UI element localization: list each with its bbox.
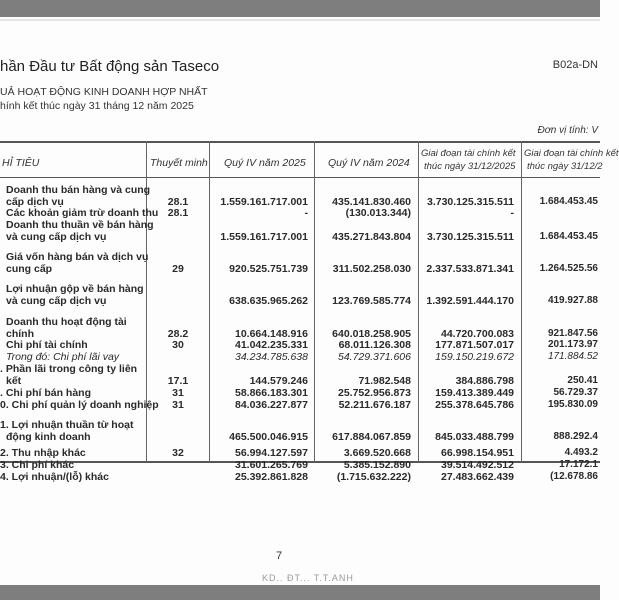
row-label: Doanh thu hoạt động tài xyxy=(6,316,127,328)
row-label: . Chi phí bán hàng xyxy=(0,387,91,399)
value-q4-2025: - xyxy=(304,207,308,219)
row-label: Doanh thu thuần về bán hàng xyxy=(6,219,154,231)
value-period-2024: 1.264.525.56 xyxy=(539,263,598,274)
value-period-2025: 3.730.125.315.511 xyxy=(426,196,514,208)
value-q4-2025: 144.579.246 xyxy=(249,375,308,387)
col-header-q4-2024: Quý IV năm 2024 xyxy=(328,157,410,169)
income-statement-table xyxy=(0,141,619,483)
value-q4-2024: 25.752.956.873 xyxy=(338,387,411,399)
value-period-2025: 159.150.219.672 xyxy=(435,351,514,363)
value-q4-2025: 58.866.183.301 xyxy=(235,387,308,399)
value-q4-2024: 617.884.067.859 xyxy=(332,431,411,443)
value-q4-2024: (130.013.344) xyxy=(345,207,411,219)
value-q4-2024: 5.385.152.890 xyxy=(343,459,411,471)
row-label: 0. Chi phí quản lý doanh nghiệp xyxy=(0,399,159,411)
row-label: và cung cấp dịch vụ xyxy=(6,295,107,307)
row-label: chính xyxy=(6,328,34,340)
value-period-2024: 921.847.56 xyxy=(547,328,598,339)
value-period-2024: 171.884.52 xyxy=(547,351,598,362)
value-period-2024: 1.684.453.45 xyxy=(539,196,598,207)
report-title: UẢ HOẠT ĐỘNG KINH DOANH HỢP NHẤT xyxy=(0,86,208,98)
row-label: Lợi nhuận gộp về bán hàng xyxy=(6,283,144,295)
value-period-2024: 201.173.97 xyxy=(547,339,598,350)
row-label: Trong đó: Chi phí lãi vay xyxy=(6,351,120,363)
value-period-2025: - xyxy=(510,207,514,219)
value-q4-2024: (1.715.632.222) xyxy=(336,471,411,483)
value-q4-2024: 54.729.371.606 xyxy=(338,351,411,363)
value-period-2024: 419.927.88 xyxy=(547,295,598,306)
value-period-2024: (12.678.86 xyxy=(550,471,598,482)
row-label: 3. Chi phí khác xyxy=(0,459,75,471)
bleed-through-text: KD.. ĐT... T.T.ANH xyxy=(262,573,354,583)
scan-border-bottom xyxy=(0,585,600,600)
form-code: B02a-DN xyxy=(552,59,598,71)
value-q4-2024: 311.502.258.030 xyxy=(332,263,411,275)
col-header-note: Thuyết minh xyxy=(150,157,208,169)
page-edge xyxy=(0,19,600,21)
value-q4-2024: 640.018.258.905 xyxy=(332,328,411,340)
value-period-2025: 1.392.591.444.170 xyxy=(426,295,514,307)
row-label: 4. Lợi nhuận/(lỗ) khác xyxy=(0,471,109,483)
note-ref: 29 xyxy=(172,263,184,275)
col-header-period-2024: Giai đoạn tài chính kết xyxy=(524,148,619,159)
company-name: hần Đầu tư Bất động sản Taseco xyxy=(0,58,220,75)
note-ref: 17.1 xyxy=(167,375,189,387)
value-period-2024: 4.493.2 xyxy=(564,447,598,458)
value-period-2024: 1.684.453.45 xyxy=(539,231,598,242)
value-period-2024: 195.830.09 xyxy=(547,399,598,410)
value-q4-2025: 41.042.235.331 xyxy=(235,339,308,351)
col-header-period-2024: thúc ngày 31/12/2 xyxy=(527,161,603,172)
note-ref: 30 xyxy=(172,339,184,351)
value-period-2025: 159.413.389.449 xyxy=(435,387,514,399)
col-divider xyxy=(521,141,522,462)
value-period-2024: 17.172.1 xyxy=(559,459,598,470)
row-label: cung cấp xyxy=(6,263,53,275)
value-period-2025: 384.886.798 xyxy=(455,375,514,387)
value-period-2025: 255.378.645.786 xyxy=(435,399,514,411)
row-label: Chi phí tài chính xyxy=(6,339,88,351)
value-period-2024: 250.41 xyxy=(567,375,598,386)
value-period-2025: 177.871.507.017 xyxy=(435,339,514,351)
table-top-border xyxy=(0,141,600,143)
note-ref: 31 xyxy=(172,399,184,411)
value-q4-2025: 920.525.751.739 xyxy=(229,263,308,275)
value-q4-2025: 1.559.161.717.001 xyxy=(220,231,308,243)
col-divider xyxy=(418,141,419,462)
row-label: Giá vốn hàng bán và dịch vụ xyxy=(6,251,149,263)
col-divider xyxy=(209,141,210,462)
row-label: Doanh thu bán hàng và cung xyxy=(6,184,151,196)
value-period-2025: 3.730.125.315.511 xyxy=(426,231,514,243)
value-q4-2024: 435.271.843.804 xyxy=(332,231,411,243)
value-period-2025: 66.998.154.951 xyxy=(441,447,514,459)
value-period-2025: 2.337.533.871.341 xyxy=(426,263,514,275)
note-ref: 28.1 xyxy=(167,196,189,208)
value-period-2025: 27.483.662.439 xyxy=(441,471,514,483)
value-period-2024: 56.729.37 xyxy=(553,387,598,398)
row-label: và cung cấp dịch vụ xyxy=(6,231,107,243)
col-header-period-2025: Giai đoạn tài chính kết xyxy=(421,148,516,159)
value-q4-2025: 56.994.127.597 xyxy=(235,447,308,459)
header-bottom-border xyxy=(0,177,600,178)
currency-unit: Đơn vị tính: V xyxy=(537,125,598,136)
col-header-item: HỈ TIÊU xyxy=(2,157,40,169)
row-label: Các khoản giảm trừ doanh thu xyxy=(6,207,159,219)
col-header-period-2025: thúc ngày 31/12/2025 xyxy=(424,161,516,172)
value-period-2025: 44.720.700.083 xyxy=(441,328,514,340)
row-label: . Phần lãi trong công ty liên xyxy=(0,363,138,375)
value-q4-2025: 638.635.965.262 xyxy=(229,295,308,307)
value-q4-2025: 10.664.148.916 xyxy=(235,328,308,340)
value-q4-2024: 3.669.520.668 xyxy=(343,447,411,459)
value-q4-2025: 25.392.861.828 xyxy=(235,471,308,483)
col-header-q4-2025: Quý IV năm 2025 xyxy=(224,157,306,169)
note-ref: 32 xyxy=(172,447,184,459)
row-label: 1. Lợi nhuận thuần từ hoạt xyxy=(0,419,134,431)
value-q4-2025: 34.234.785.638 xyxy=(235,351,308,363)
report-subtitle: hính kết thúc ngày 31 tháng 12 năm 2025 xyxy=(0,100,194,112)
row-label: cấp dịch vụ xyxy=(6,196,64,208)
value-q4-2025: 1.559.161.717.001 xyxy=(220,196,308,208)
scan-border-top xyxy=(0,0,600,17)
value-period-2025: 39.514.492.512 xyxy=(441,459,514,471)
value-q4-2024: 435.141.830.460 xyxy=(332,196,411,208)
note-ref: 28.1 xyxy=(167,207,189,219)
row-label: kết xyxy=(6,375,22,387)
value-q4-2024: 123.769.585.774 xyxy=(332,295,411,307)
note-ref: 28.2 xyxy=(167,328,189,340)
row-label: động kinh doanh xyxy=(6,431,91,443)
value-q4-2025: 84.036.227.877 xyxy=(235,399,308,411)
value-q4-2024: 71.982.548 xyxy=(358,375,411,387)
value-q4-2024: 52.211.676.187 xyxy=(338,399,411,411)
value-q4-2025: 31.601.265.769 xyxy=(235,459,308,471)
row-label: 2. Thu nhập khác xyxy=(0,447,86,459)
value-period-2024: 888.292.4 xyxy=(553,431,598,442)
page-number: 7 xyxy=(276,550,283,562)
value-q4-2024: 68.011.126.308 xyxy=(338,339,411,351)
value-period-2025: 845.033.488.799 xyxy=(435,431,514,443)
col-divider xyxy=(314,141,315,462)
note-ref: 31 xyxy=(172,387,184,399)
value-q4-2025: 465.500.046.915 xyxy=(229,431,308,443)
